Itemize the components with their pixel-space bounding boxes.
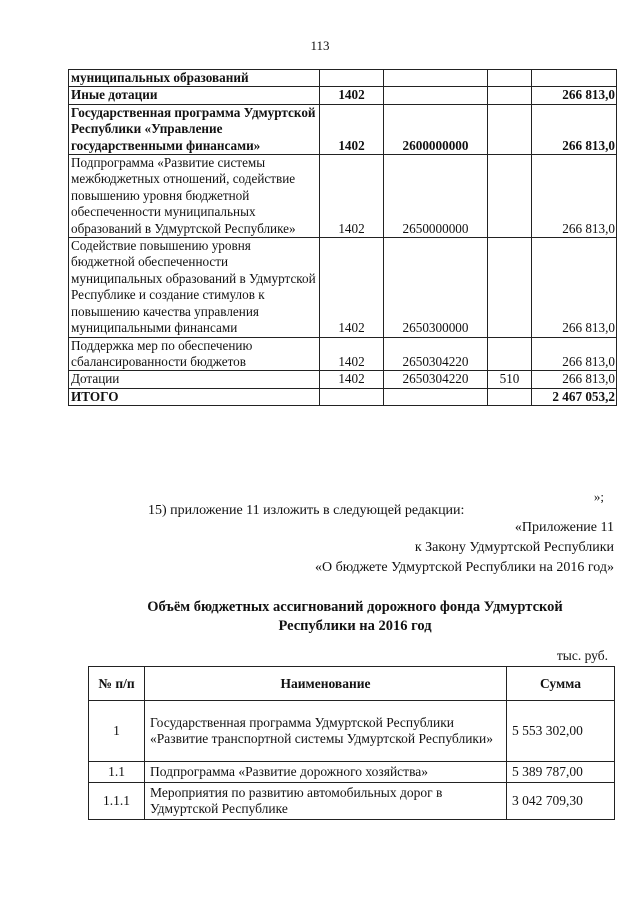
header-num: № п/п xyxy=(89,667,145,701)
row-expense-type xyxy=(488,388,532,405)
row-section-code: 1402 xyxy=(320,87,384,104)
row-sum: 266 813,0 xyxy=(532,238,617,337)
row-name: Дотации xyxy=(69,371,320,388)
row-sum: 266 813,0 xyxy=(532,337,617,371)
row-sum xyxy=(532,70,617,87)
row-section-code: 1402 xyxy=(320,104,384,154)
row-name: Подпрограмма «Развитие дорожного хозяйства» xyxy=(145,762,507,783)
table-header xyxy=(89,667,615,701)
row-section-code: 1402 xyxy=(320,238,384,337)
row-name: Содействие повышению уровня бюджетной обеспеченности муниципальных образований в Удмуртской Республике и создание стимулов к повышению качества управления муниципальными финансами xyxy=(69,238,320,337)
table-row xyxy=(89,783,615,820)
appendix-line: «Приложение 11 xyxy=(514,520,614,535)
table-row xyxy=(89,762,615,783)
row-name: ИТОГО xyxy=(69,388,320,405)
row-sum: 5 389 787,00 xyxy=(507,762,615,783)
units-label: тыс. руб. xyxy=(556,648,608,663)
row-section-code xyxy=(320,388,384,405)
closing-quote: »; xyxy=(593,489,604,504)
row-section-code: 1402 xyxy=(320,371,384,388)
row-name: Государственная программа Удмуртской Республики «Управление государственными финансами» xyxy=(69,104,320,154)
row-expense-type xyxy=(488,70,532,87)
row-sum: 266 813,0 xyxy=(532,155,617,238)
row-target-code xyxy=(384,70,488,87)
row-target-code xyxy=(384,87,488,104)
row-target-code: 2600000000 xyxy=(384,104,488,154)
row-sum: 2 467 053,2 xyxy=(532,388,617,405)
amendment-item: 15) приложение 11 изложить в следующей редакции: xyxy=(148,503,465,518)
table-row xyxy=(69,155,617,238)
row-target-code: 2650304220 xyxy=(384,337,488,371)
row-name: Поддержка мер по обеспечению сбалансированности бюджетов xyxy=(69,337,320,371)
road-fund-table xyxy=(88,666,615,820)
table-row xyxy=(69,337,617,371)
budget-table xyxy=(68,69,617,406)
row-expense-type xyxy=(488,87,532,104)
row-section-code: 1402 xyxy=(320,337,384,371)
page-number: 113 xyxy=(310,38,330,53)
row-expense-type xyxy=(488,155,532,238)
table-row xyxy=(89,701,615,762)
row-expense-type: 510 xyxy=(488,371,532,388)
row-target-code: 2650304220 xyxy=(384,371,488,388)
row-name: Государственная программа Удмуртской Республики «Развитие транспортной системы Удмуртской Республики» xyxy=(145,701,507,762)
table-row xyxy=(69,70,617,87)
appendix-line: «О бюджете Удмуртской Республики на 2016 год» xyxy=(314,560,614,575)
row-sum: 5 553 302,00 xyxy=(507,701,615,762)
row-sum: 266 813,0 xyxy=(532,371,617,388)
row-name: Мероприятия по развитию автомобильных дорог в Удмуртской Республике xyxy=(145,783,507,820)
appendix-heading xyxy=(315,518,614,578)
appendix-line: к Закону Удмуртской Республики xyxy=(414,540,614,555)
table-row-total xyxy=(69,388,617,405)
row-num: 1 xyxy=(89,701,145,762)
row-num: 1.1 xyxy=(89,762,145,783)
table-row xyxy=(69,87,617,104)
row-target-code: 2650000000 xyxy=(384,155,488,238)
header-sum: Сумма xyxy=(507,667,615,701)
table-row xyxy=(69,371,617,388)
row-name: Подпрограмма «Развитие системы межбюджетных отношений, содействие повышению уровня бюджетной обеспеченности муниципальных образований в Удмуртской Республике» xyxy=(69,155,320,238)
row-expense-type xyxy=(488,104,532,154)
row-name: Иные дотации xyxy=(69,87,320,104)
row-target-code: 2650300000 xyxy=(384,238,488,337)
title-line: Республики на 2016 год xyxy=(278,618,432,634)
row-target-code xyxy=(384,388,488,405)
row-expense-type xyxy=(488,337,532,371)
row-sum: 3 042 709,30 xyxy=(507,783,615,820)
table-row xyxy=(69,104,617,154)
row-name: муниципальных образований xyxy=(69,70,320,87)
row-section-code: 1402 xyxy=(320,155,384,238)
row-sum: 266 813,0 xyxy=(532,104,617,154)
header-name: Наименование xyxy=(145,667,507,701)
row-num: 1.1.1 xyxy=(89,783,145,820)
row-section-code xyxy=(320,70,384,87)
row-sum: 266 813,0 xyxy=(532,87,617,104)
document-title xyxy=(100,598,610,636)
row-expense-type xyxy=(488,238,532,337)
table-row xyxy=(69,238,617,337)
title-line: Объём бюджетных ассигнований дорожного фонда Удмуртской xyxy=(147,599,563,615)
